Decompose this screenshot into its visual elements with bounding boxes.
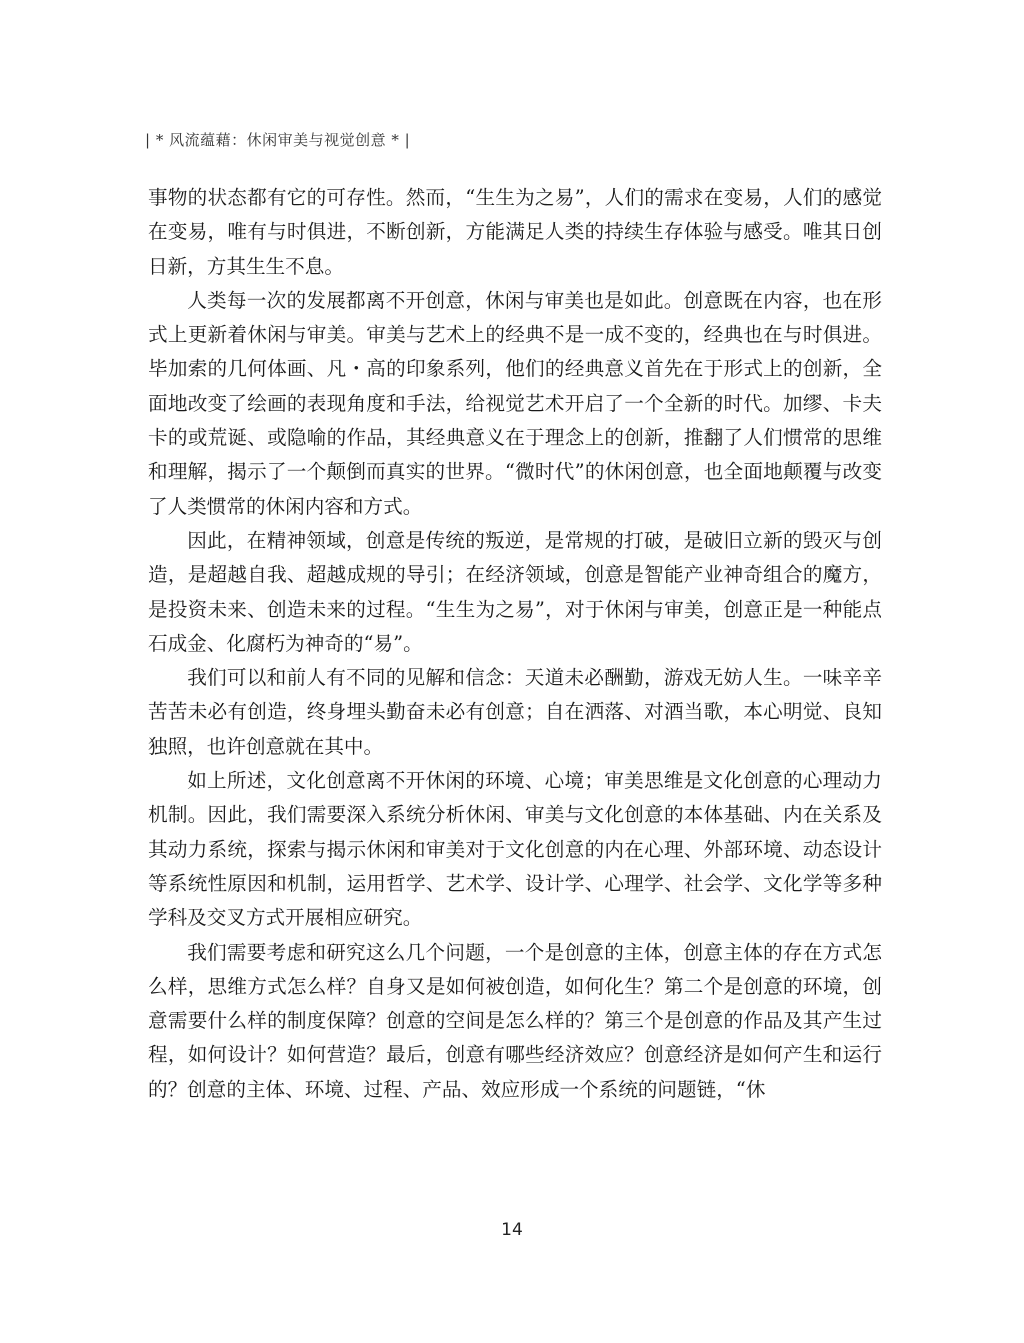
- page-number: 14: [501, 1220, 523, 1240]
- running-header: | * 风流蕴藉：休闲审美与视觉创意 * |: [145, 131, 411, 149]
- paragraph-continued: 事物的状态都有它的可存性。然而，“生生为之易”，人们的需求在变易，人们的感觉在变易，唯有与时俱进，不断创新，方能满足人类的持续生存体验与感受。唯其日创日新，方其生生不息。: [148, 186, 882, 278]
- paragraph: 我们需要考虑和研究这么几个问题，一个是创意的主体，创意主体的存在方式怎么样，思维方式怎么样？自身又是如何被创造，如何化生？第二个是创意的环境，创意需要什么样的制度保障？创意的空间是怎么样的？第三个是创意的作品及其产生过程，如何设计？如何营造？最后，创意有哪些经济效应？创意经济是如何产生和运行的？创意的主体、环境、过程、产品、效应形成一个系统的问题链，“休: [148, 940, 882, 1101]
- paragraph: 人类每一次的发展都离不开创意，休闲与审美也是如此。创意既在内容，也在形式上更新着休闲与审美。审美与艺术上的经典不是一成不变的，经典也在与时俱进。毕加索的几何体画、凡・高的印象系列，他们的经典意义首先在于形式上的创新，全面地改变了绘画的表现角度和手法，给视觉艺术开启了一个全新的时代。加缪、卡夫卡的或荒诞、或隐喻的作品，其经典意义在于理念上的创新，推翻了人们惯常的思维和理解，揭示了一个颠倒而真实的世界。“微时代”的休闲创意，也全面地颠覆与改变了人类惯常的休闲内容和方式。: [148, 288, 882, 518]
- paragraph: 因此，在精神领域，创意是传统的叛逆，是常规的打破，是破旧立新的毁灭与创造，是超越自我、超越成规的导引；在经济领域，创意是智能产业神奇组合的魔方，是投资未来、创造未来的过程。“生生为之易”，对于休闲与审美，创意正是一种能点石成金、化腐朽为神奇的“易”。: [148, 528, 882, 655]
- paragraph: 如上所述，文化创意离不开休闲的环境、心境；审美思维是文化创意的心理动力机制。因此，我们需要深入系统分析休闲、审美与文化创意的本体基础、内在关系及其动力系统，探索与揭示休闲和审美对于文化创意的内在心理、外部环境、动态设计等系统性原因和机制，运用哲学、艺术学、设计学、心理学、社会学、文化学等多种学科及交叉方式开展相应研究。: [148, 769, 882, 930]
- paragraph: 我们可以和前人有不同的见解和信念：天道未必酬勤，游戏无妨人生。一味辛辛苦苦未必有创造，终身埋头勤奋未必有创意；自在洒落、对酒当歌，本心明觉、良知独照，也许创意就在其中。: [148, 666, 882, 758]
- body-text: [148, 181, 882, 1107]
